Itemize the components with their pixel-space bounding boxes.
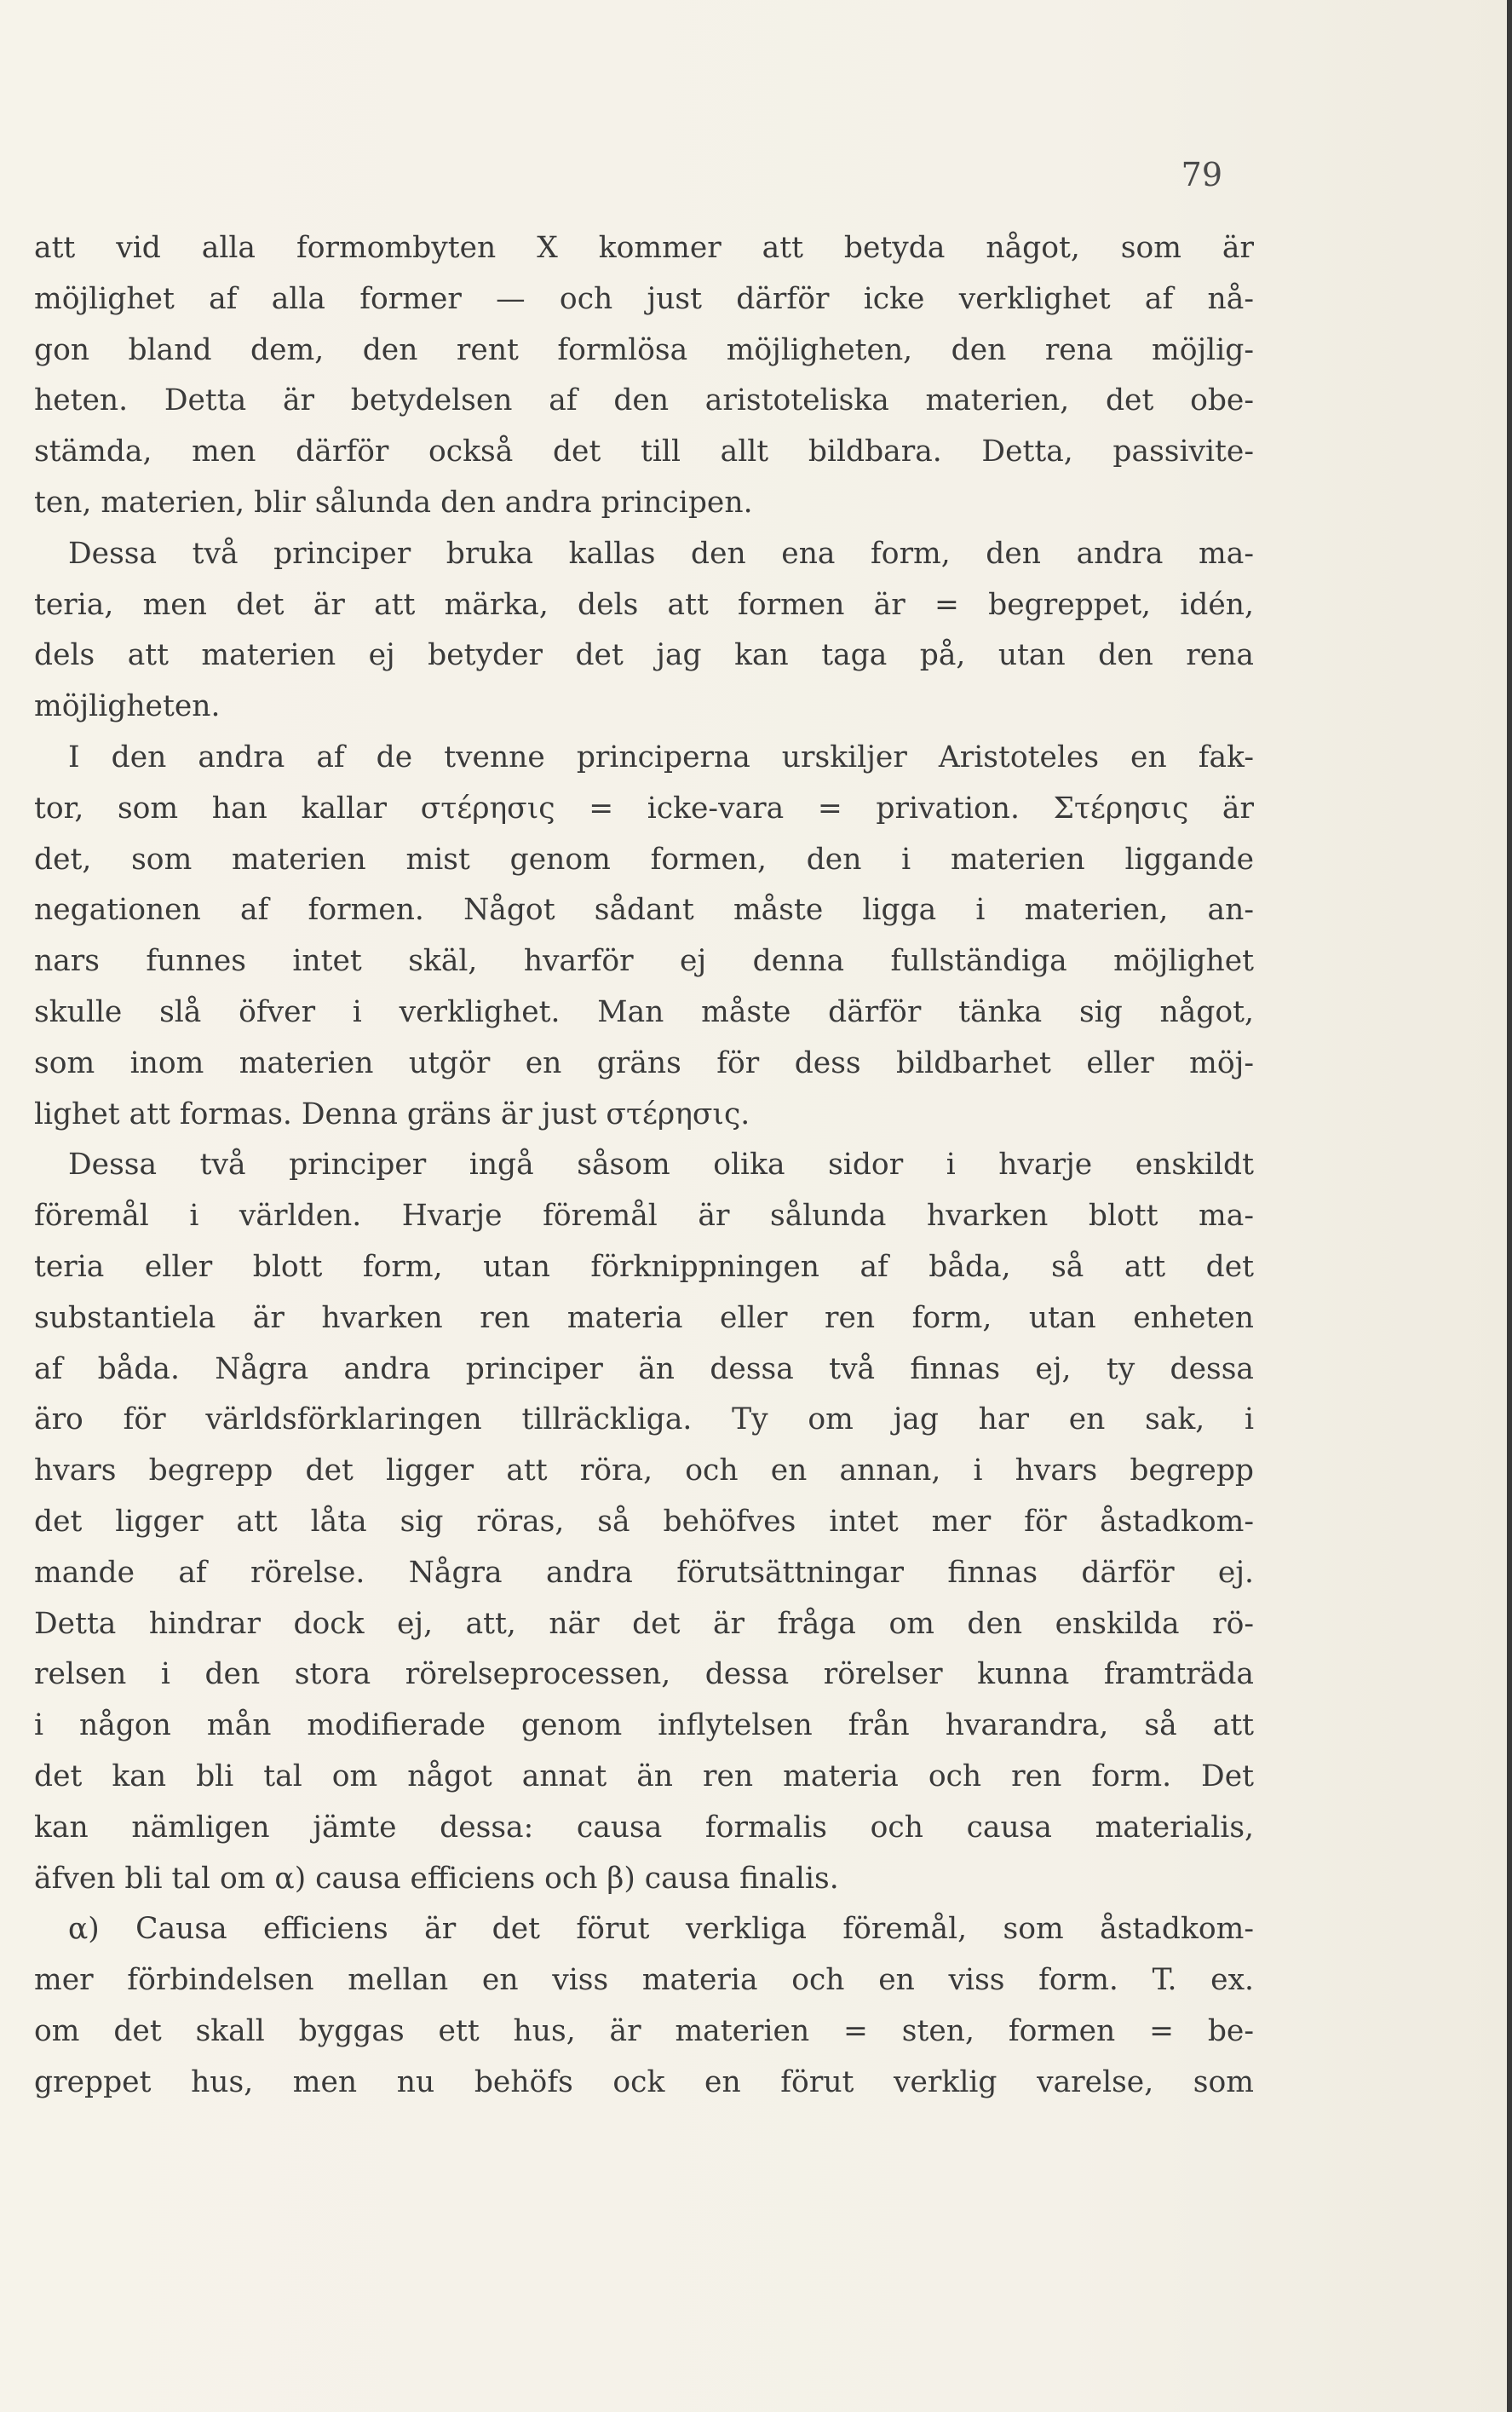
text-line: möjlighet af alla former — och just därför icke verklighet af nå- xyxy=(34,281,1254,316)
text-line: heten. Detta är betydelsen af den aristoteliska materien, det obe- xyxy=(34,383,1254,418)
text-line: som inom materien utgör en gräns för dess bildbarhet eller möj- xyxy=(34,1045,1254,1080)
text-line: stämda, men därför också det till allt bildbara. Detta, passivite- xyxy=(34,435,1254,469)
text-line: det kan bli tal om något annat än ren materia och ren form. Det xyxy=(34,1759,1254,1793)
text-line: kan nämligen jämte dessa: causa formalis och causa materialis, xyxy=(34,1810,1254,1845)
text-line: gon bland dem, den rent formlösa möjligheten, den rena möjlig- xyxy=(34,332,1254,367)
text-line: om det skall byggas ett hus, är materien = sten, formen = be- xyxy=(34,2013,1254,2048)
text-line: α) Causa efficiens är det förut verkliga föremål, som åstadkom- xyxy=(68,1912,1254,1947)
text-line: äro för världsförklaringen tillräckliga. Ty om jag har en sak, i xyxy=(34,1402,1254,1437)
text-line: mer förbindelsen mellan en viss materia och en viss form. T. ex. xyxy=(34,1963,1254,1998)
text-line: relsen i den stora rörelseprocessen, dessa rörelser kunna framträda xyxy=(34,1657,1254,1692)
text-line: negationen af formen. Något sådant måste ligga i materien, an- xyxy=(34,893,1254,928)
text-line: dels att materien ej betyder det jag kan taga på, utan den rena xyxy=(34,638,1254,673)
text-line: ten, materien, blir sålunda den andra principen. xyxy=(34,485,753,520)
text-line: att vid alla formombyten X kommer att betyda något, som är xyxy=(34,231,1254,265)
body-text xyxy=(34,223,1254,2108)
text-line: nars funnes intet skäl, hvarför ej denna fullständiga möjlighet xyxy=(34,944,1254,979)
text-line: det ligger att låta sig röras, så behöfves intet mer för åstadkom- xyxy=(34,1504,1254,1539)
text-line: möjligheten. xyxy=(34,689,221,724)
text-line: greppet hus, men nu behöfs ock en förut verklig varelse, som xyxy=(34,2064,1254,2099)
text-line: mande af rörelse. Några andra förutsättningar finnas därför ej. xyxy=(34,1555,1254,1590)
text-line: tor, som han kallar στέρησις = icke-vara = privation. Στέρησις är xyxy=(34,791,1254,826)
text-line: teria eller blott form, utan förknippningen af båda, så att det xyxy=(34,1249,1254,1284)
text-line: lighet att formas. Denna gräns är just στέρησις. xyxy=(34,1097,750,1131)
text-line: teria, men det är att märka, dels att formen är = begreppet, idén, xyxy=(34,587,1254,622)
text-line: I den andra af de tvenne principerna urskiljer Aristoteles en fak- xyxy=(68,740,1254,774)
text-line: Detta hindrar dock ej, att, när det är fråga om den enskilda rö- xyxy=(34,1606,1254,1641)
text-line: Dessa två principer ingå såsom olika sidor i hvarje enskildt xyxy=(68,1148,1254,1183)
text-line: af båda. Några andra principer än dessa två finnas ej, ty dessa xyxy=(34,1351,1254,1386)
text-line: skulle slå öfver i verklighet. Man måste därför tänka sig något, xyxy=(34,994,1254,1029)
text-line: Dessa två principer bruka kallas den ena form, den andra ma- xyxy=(68,536,1254,571)
text-line: i någon mån modifierade genom inflytelsen från hvarandra, så att xyxy=(34,1708,1254,1743)
text-line: föremål i världen. Hvarje föremål är sålunda hvarken blott ma- xyxy=(34,1199,1254,1234)
text-line: det, som materien mist genom formen, den i materien liggande xyxy=(34,842,1254,877)
page-edge xyxy=(1507,0,1512,2412)
page-number: 79 xyxy=(1181,156,1222,193)
text-line: hvars begrepp det ligger att röra, och en annan, i hvars begrepp xyxy=(34,1454,1254,1488)
text-line: äfven bli tal om α) causa efficiens och β) causa finalis. xyxy=(34,1861,839,1896)
text-line: substantiela är hvarken ren materia eller ren form, utan enheten xyxy=(34,1300,1254,1335)
